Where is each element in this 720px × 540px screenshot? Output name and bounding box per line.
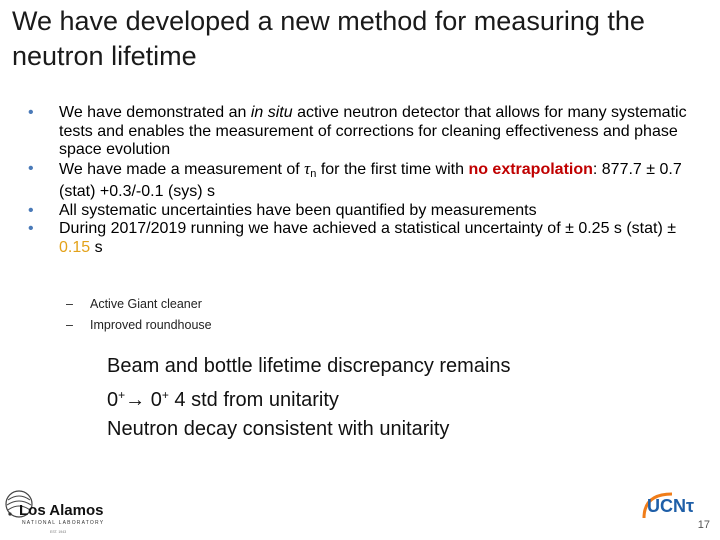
sub-bullet-list	[66, 294, 212, 336]
dash-icon: –	[66, 318, 73, 332]
sub-bullet-text: Active Giant cleaner	[90, 297, 202, 311]
bullet-item	[28, 220, 698, 257]
superscript: +	[161, 388, 169, 402]
bullet-dot-icon: •	[28, 159, 34, 177]
bullet-item	[28, 202, 698, 221]
bullet-dot-icon: •	[28, 220, 34, 237]
los-alamos-logo	[2, 482, 112, 538]
tau-symbol: τ	[304, 158, 311, 178]
bullet-text: We have made a measurement of	[59, 160, 305, 178]
sub-bullet-item	[66, 294, 212, 315]
dash-icon: –	[66, 297, 73, 311]
sub-bullet-text: Improved roundhouse	[90, 318, 212, 332]
bullet-text: All systematic uncertainties have been quantified by measurements	[59, 201, 537, 219]
los-alamos-wordmark: Los Alamos	[19, 502, 104, 519]
bullet-text: for the first time with	[316, 160, 469, 178]
superscript: +	[118, 388, 126, 402]
slide-title: We have developed a new method for measuring the neutron lifetime	[12, 6, 645, 71]
summary-line: Neutron decay consistent with unitarity	[107, 418, 450, 440]
tau-subscript: n	[310, 167, 317, 180]
highlight-uncertainty: 0.15	[59, 238, 91, 256]
bullet-text: During 2017/2019 running we have achieved a statistical uncertainty of ± 0.25 s (stat) ±	[59, 220, 677, 237]
bullet-italic-text: in situ	[250, 104, 293, 121]
sub-bullet-item	[66, 315, 212, 336]
summary-text: → 0	[125, 389, 162, 411]
summary-line: Beam and bottle lifetime discrepancy remains	[107, 355, 511, 377]
summary-text: 0	[107, 389, 119, 411]
bullet-text: We have demonstrated an	[59, 104, 251, 121]
summary-block	[107, 352, 511, 444]
bullet-item	[28, 104, 698, 160]
highlight-no-extrapolation: no extrapolation	[468, 160, 593, 178]
bullet-list	[28, 104, 698, 257]
bullet-dot-icon: •	[28, 201, 34, 219]
los-alamos-est: EST. 1943	[50, 530, 67, 534]
los-alamos-subtitle: NATIONAL LABORATORY	[22, 520, 105, 526]
bullet-text: s	[90, 238, 103, 256]
bullet-text: active neutron detector that allows for many systematic tests and enables the measurement of corrections for cleaning effectiveness and phase space evolution	[59, 104, 687, 158]
bullet-item	[28, 160, 698, 202]
ucn-wordmark: UCNτ	[647, 496, 695, 516]
bullet-text: : 877.7 ± 0.7 (stat) +0.3/-0.1 (sys) s	[59, 160, 682, 200]
page-number: 17	[697, 519, 710, 531]
summary-line	[107, 381, 511, 415]
bullet-dot-icon: •	[28, 104, 34, 121]
summary-text: 4 std from unitarity	[168, 389, 339, 411]
